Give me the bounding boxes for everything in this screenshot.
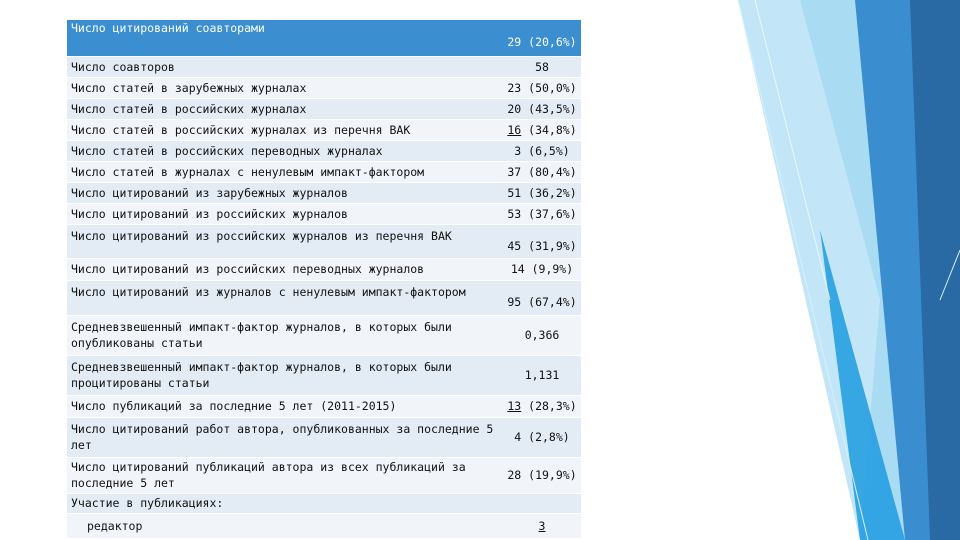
- table-row: [67, 203, 581, 224]
- row-value-percent: (28,3%): [521, 399, 577, 413]
- row-value-number: 51: [507, 185, 522, 200]
- row-value-percent: (67,4%): [521, 294, 577, 309]
- table-row: [67, 56, 581, 77]
- row-value: [503, 182, 581, 203]
- table-row: [67, 493, 581, 513]
- row-label: Число статей в зарубежных журналах: [67, 77, 503, 98]
- row-label: Средневзвешенный импакт-фактор журналов, в которых были опубликованы статьи: [67, 315, 503, 355]
- deco-thin-line-3: [940, 250, 960, 300]
- row-value: [503, 119, 581, 140]
- row-value-number: 1,131: [524, 368, 560, 382]
- table-row: [67, 355, 581, 395]
- row-value: [503, 355, 581, 395]
- row-value: [503, 56, 581, 77]
- row-label: Число цитирований из российских журналов из перечня ВАК: [67, 224, 503, 258]
- row-value: [503, 203, 581, 224]
- table-row: [67, 258, 581, 280]
- row-value-number: 58: [535, 59, 549, 74]
- deco-light-panel: [738, 0, 960, 540]
- row-label: Число соавторов: [67, 56, 503, 77]
- row-value-number: 45: [507, 239, 522, 253]
- row-label: Средневзвешенный импакт-фактор журналов, в которых были процитированы статьи: [67, 355, 503, 395]
- table-row: [67, 119, 581, 140]
- table-row: [67, 513, 581, 538]
- table-row: [67, 224, 581, 258]
- header-value: 29 (20,6%): [503, 20, 581, 56]
- row-value-percent: (43,5%): [521, 101, 577, 116]
- row-label: Число цитирований из зарубежных журналов: [67, 182, 503, 203]
- row-value: [503, 224, 581, 258]
- row-label: Число цитирований из российских журналов: [67, 203, 503, 224]
- table-row: [67, 77, 581, 98]
- row-value-number: 16: [507, 122, 522, 137]
- row-label: Число статей в российских журналах из перечня ВАК: [67, 119, 503, 140]
- row-value-number: 37: [507, 164, 522, 179]
- table-header-row: [67, 20, 581, 56]
- row-value-percent: (36,2%): [521, 185, 577, 200]
- row-label: Число цитирований из журналов с ненулевым импакт-фактором: [67, 280, 503, 315]
- row-value-number: 20: [507, 101, 522, 116]
- row-value: [503, 395, 581, 417]
- row-value: [503, 161, 581, 182]
- row-value-percent: (6,5%): [521, 143, 570, 158]
- row-value: [503, 98, 581, 119]
- row-value-percent: (50,0%): [521, 80, 577, 95]
- table-row: [67, 457, 581, 493]
- row-label: Участие в публикациях:: [67, 493, 503, 513]
- header-label: Число цитирований соавторами: [67, 20, 503, 56]
- table-row: [67, 315, 581, 355]
- row-value-percent: (34,8%): [521, 122, 577, 137]
- row-value-percent: (2,8%): [521, 430, 570, 444]
- row-value: [503, 77, 581, 98]
- row-value-number: 14: [510, 262, 525, 276]
- row-value-number: 95: [507, 294, 522, 309]
- table-row: [67, 417, 581, 457]
- row-value-number: 23: [507, 80, 522, 95]
- deco-mid-panel: [855, 0, 960, 540]
- row-value-percent: (19,9%): [521, 468, 577, 482]
- deco-thin-line-1: [738, 0, 868, 540]
- table-row: [67, 140, 581, 161]
- row-value-number: 0,366: [524, 328, 560, 342]
- deco-pale-panel: [738, 0, 880, 540]
- deco-dark-panel: [910, 0, 960, 540]
- deco-thin-line-2: [755, 0, 830, 300]
- row-value-number: 13: [507, 399, 522, 413]
- row-value: [503, 315, 581, 355]
- row-value: [503, 258, 581, 280]
- row-label: Число цитирований публикаций автора из всех публикаций за последние 5 лет: [67, 457, 503, 493]
- table-row: [67, 280, 581, 315]
- citation-stats-table: [67, 20, 581, 539]
- row-label: Число публикаций за последние 5 лет (2011-2015): [67, 395, 503, 417]
- table-row: [67, 98, 581, 119]
- row-value-number: 53: [507, 206, 522, 221]
- row-value-percent: (37,6%): [521, 206, 577, 221]
- row-value-percent: (9,9%): [524, 262, 574, 276]
- row-value: [503, 457, 581, 493]
- row-label: редактор: [67, 513, 503, 538]
- table-row: [67, 161, 581, 182]
- row-value-number: 3: [538, 518, 546, 533]
- row-value-number: 3: [514, 143, 522, 158]
- row-value: [503, 513, 581, 538]
- row-label: Число статей в российских переводных журналах: [67, 140, 503, 161]
- row-value-percent: (80,4%): [521, 164, 577, 179]
- row-value: [503, 140, 581, 161]
- row-value: [503, 493, 581, 513]
- row-value-number: 4: [514, 430, 522, 444]
- row-label: Число цитирований из российских переводных журналов: [67, 258, 503, 280]
- table-row: [67, 182, 581, 203]
- row-value-number: 28: [507, 468, 522, 482]
- row-value: [503, 280, 581, 315]
- row-value: [503, 417, 581, 457]
- row-label: Число статей в журналах с ненулевым импакт-фактором: [67, 161, 503, 182]
- row-label: Число цитирований работ автора, опубликованных за последние 5 лет: [67, 417, 503, 457]
- deco-bright-panel: [820, 230, 905, 540]
- row-label: Число статей в российских журналах: [67, 98, 503, 119]
- row-value-percent: (31,9%): [521, 239, 577, 253]
- table-row: [67, 395, 581, 417]
